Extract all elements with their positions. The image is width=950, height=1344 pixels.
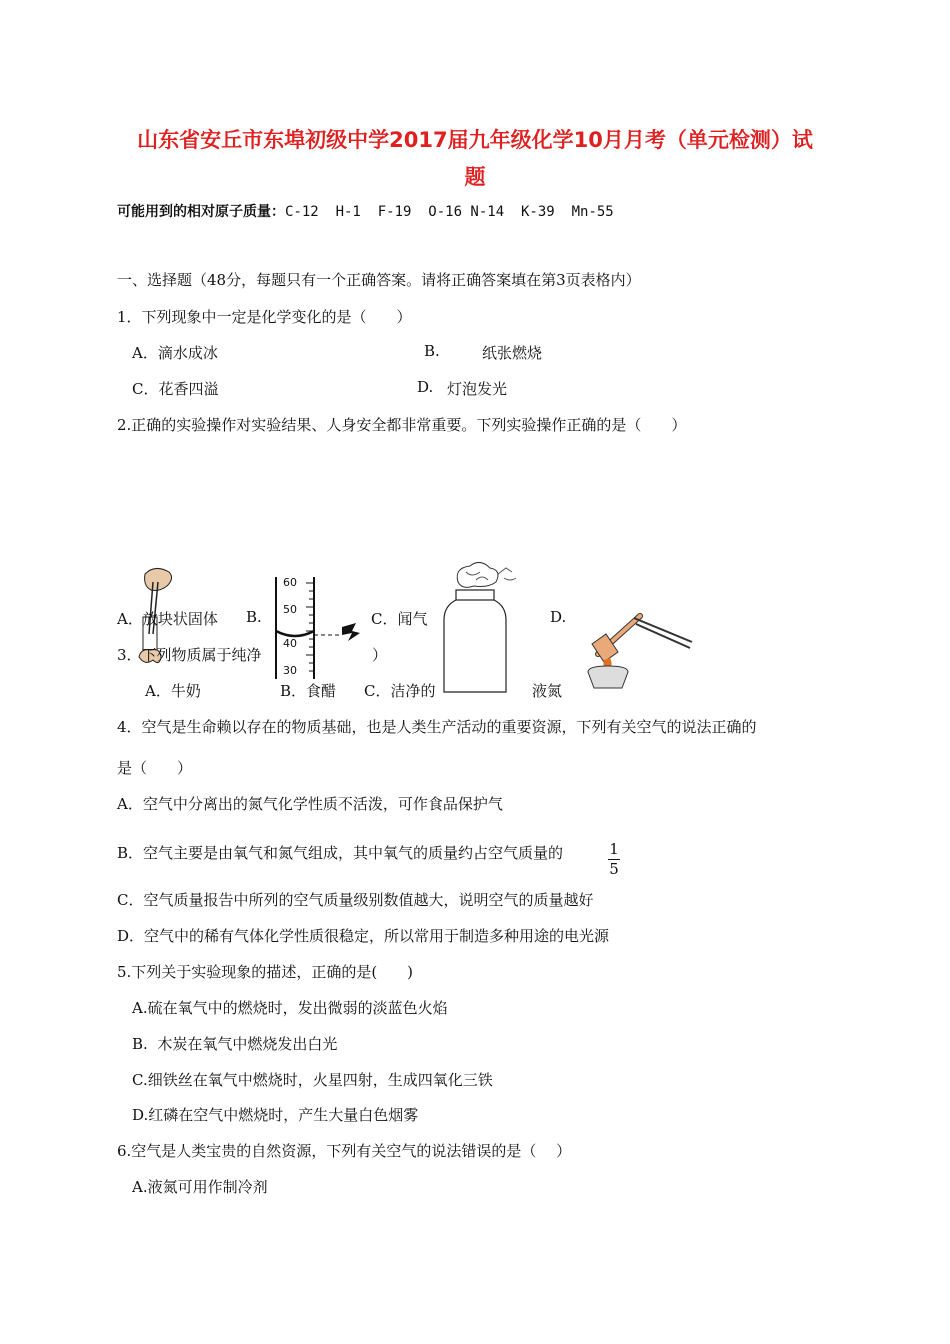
gas-jar-smelling-illustration (440, 560, 525, 700)
q1-option-b: 纸张燃烧 (482, 344, 543, 362)
cylinder-tick-50: 50 (283, 603, 297, 616)
question-1-stem: 1．下列现象中一定是化学变化的是（ ） (117, 308, 412, 326)
q5-option-b: B. 木炭在氧气中燃烧发出白光 (132, 1035, 338, 1053)
question-4-stem: 4．空气是生命赖以存在的物质基础，也是人类生产活动的重要资源，下列有关空气的说法正确的 (117, 718, 757, 736)
heating-test-tube-illustration (578, 608, 698, 690)
q2-option-d: D. (550, 608, 567, 626)
q2-option-a: A．放块状固体 (117, 610, 218, 628)
fraction-denominator: 5 (609, 860, 619, 878)
cylinder-tick-30: 30 (283, 664, 297, 677)
atomic-masses-line (117, 201, 614, 221)
q5-option-d: D.红磷在空气中燃烧时，产生大量白色烟雾 (132, 1106, 419, 1124)
section-header: 一、选择题（48分，每题只有一个正确答案。请将正确答案填在第3页表格内） (117, 271, 641, 289)
q4-option-a: A．空气中分离出的氮气化学性质不活泼，可作食品保护气 (117, 795, 503, 813)
q1-option-b-letter: B. (424, 342, 440, 360)
q2-option-b: B. (246, 608, 262, 626)
atomic-masses-label: 可能用到的相对原子质量： (117, 204, 285, 220)
q2-option-c: C．闻气 (371, 610, 428, 628)
q1-option-d: 灯泡发光 (447, 380, 508, 398)
q3-option-a: A．牛奶 (145, 682, 201, 700)
q6-option-a: A.液氮可用作制冷剂 (132, 1178, 268, 1196)
cylinder-tick-60: 60 (283, 576, 297, 589)
atomic-masses-values: C-12 H-1 F-19 O-16 N-14 K-39 Mn-55 (285, 204, 614, 220)
question-6-stem: 6.空气是人类宝贵的自然资源，下列有关空气的说法错误的是（ ） (117, 1142, 572, 1160)
question-5-stem: 5.下列关于实验现象的描述，正确的是( ) (117, 963, 414, 981)
fraction-one-fifth (608, 841, 620, 878)
question-3-stem-end: ） (372, 646, 388, 664)
question-4-stem-continued: 是（ ） (117, 759, 193, 777)
q1-option-c: C．花香四溢 (132, 380, 219, 398)
question-2-stem: 2.正确的实验操作对实验结果、人身安全都非常重要。下列实验操作正确的是（ ） (117, 416, 687, 434)
q5-option-a: A.硫在氧气中的燃烧时，发出微弱的淡蓝色火焰 (132, 999, 448, 1017)
q4-option-c: C．空气质量报告中所列的空气质量级别数值越大，说明空气的质量越好 (117, 891, 594, 909)
page-title-continued: 题 (464, 165, 486, 189)
q4-option-d: D．空气中的稀有气体化学性质很稳定，所以常用于制造多种用途的电光源 (117, 927, 610, 945)
q3-option-b: B．食醋 (280, 682, 337, 700)
question-3-stem: 3．下列物质属于纯净 (117, 646, 262, 664)
q1-option-a: A．滴水成冰 (132, 344, 218, 362)
fraction-numerator: 1 (609, 840, 619, 858)
q3-option-d: 液氮 (532, 682, 563, 700)
cylinder-tick-40: 40 (283, 637, 297, 650)
q5-option-c: C.细铁丝在氧气中燃烧时，火星四射，生成四氧化三铁 (132, 1071, 493, 1089)
q1-option-d-letter: D. (417, 378, 434, 396)
q3-option-c: C．洁净的 (364, 682, 436, 700)
q4-option-b: B．空气主要是由氧气和氮气组成，其中氧气的质量约占空气质量的 (117, 844, 564, 862)
page-title: 山东省安丘市东埠初级中学2017届九年级化学10月月考（单元检测）试 (137, 128, 813, 152)
